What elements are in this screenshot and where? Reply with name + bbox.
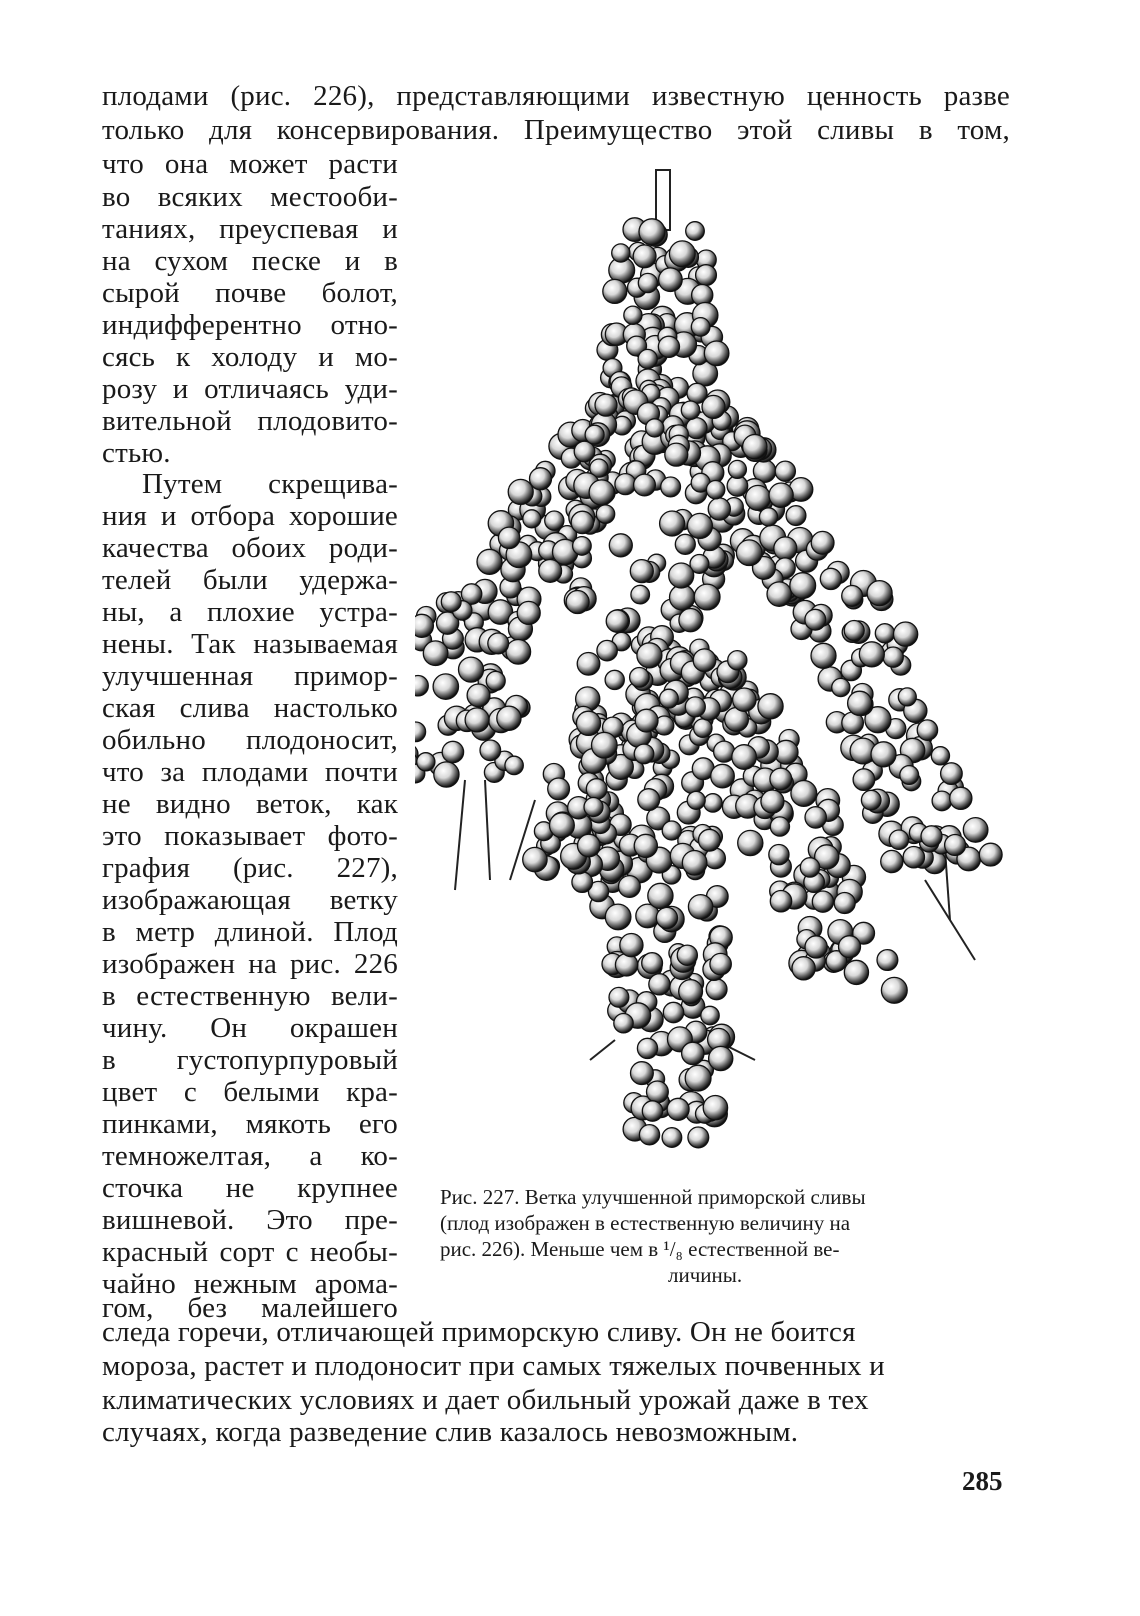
plum-fruit <box>642 953 663 974</box>
plum-fruit <box>688 895 712 919</box>
plum-fruit <box>861 790 881 810</box>
plum-fruit <box>637 643 662 668</box>
column-text-line: телей были удержа- <box>102 564 398 596</box>
plum-fruit <box>550 813 575 838</box>
plum-fruit <box>682 851 707 876</box>
plum-fruit <box>634 744 654 764</box>
plum-fruit <box>646 419 664 437</box>
plum-fruit <box>844 960 868 984</box>
plum-fruit <box>693 649 716 672</box>
plum-fruit <box>687 791 705 809</box>
plum-fruit <box>685 1065 711 1091</box>
plum-fruit <box>709 1046 733 1070</box>
plum-fruit <box>791 781 817 807</box>
plum-fruit <box>585 425 604 444</box>
column-text-line: сточка не крупнее <box>102 1172 398 1204</box>
plum-fruit <box>743 435 767 459</box>
column-text-line: ны, а плохие устра- <box>102 596 398 628</box>
plum-fruit <box>769 483 793 507</box>
plum-fruit <box>480 740 501 761</box>
plum-fruit <box>711 764 735 788</box>
plum-fruit <box>871 742 896 767</box>
plum-fruit <box>656 907 677 928</box>
column-text-line: в естественную вели- <box>102 980 398 1012</box>
plum-fruit <box>667 1098 689 1120</box>
column-text-line: во всяких местооби- <box>102 181 398 213</box>
plum-fruit <box>638 349 657 368</box>
column-text-line: Путем скрещива- <box>142 468 398 500</box>
plum-fruit <box>900 766 919 785</box>
plum-fruit <box>661 477 681 497</box>
plum-fruit <box>848 691 872 715</box>
plum-fruit <box>889 830 908 849</box>
plum-fruit <box>706 979 727 1000</box>
plum-fruit <box>415 614 433 637</box>
plum-fruit <box>681 401 699 419</box>
plum-fruit <box>638 789 660 811</box>
plum-fruit <box>497 706 521 730</box>
plum-fruit <box>682 1042 704 1064</box>
plum-fruit <box>759 508 777 526</box>
column-text-line: не видно веток, как <box>102 788 398 820</box>
plum-fruit <box>867 581 892 606</box>
plum-fruit <box>812 891 833 912</box>
plum-fruit <box>624 306 642 324</box>
plum-fruit <box>577 653 600 676</box>
figure-caption-line: личины. <box>668 1263 743 1287</box>
plum-fruit <box>702 395 725 418</box>
plum-fruit <box>467 684 490 707</box>
plum-fruit <box>573 537 592 556</box>
plum-fruit <box>517 601 540 624</box>
plum-fruit <box>769 845 789 865</box>
plum-fruit <box>423 641 448 666</box>
plum-fruit <box>859 642 884 667</box>
plum-fruit <box>637 1038 657 1058</box>
plum-fruit <box>775 461 795 481</box>
figure-caption-line: (плод изображен в естественную величину на <box>440 1211 851 1235</box>
plum-fruit <box>605 904 631 930</box>
plum-fruit <box>477 549 502 574</box>
plum-fruit <box>898 688 916 706</box>
plum-fruit <box>945 835 966 856</box>
plum-fruit <box>881 850 903 872</box>
plum-fruit <box>605 670 624 689</box>
column-text-line: красный сорт с необы- <box>102 1236 398 1268</box>
plum-fruit <box>875 624 894 643</box>
plum-fruit <box>441 592 461 612</box>
plum-fruit <box>758 694 783 719</box>
plum-fruit <box>612 244 630 262</box>
plum-fruit <box>917 720 937 740</box>
plum-fruit <box>805 807 826 828</box>
plum-fruit <box>634 834 657 857</box>
column-text-line: вишневой. Это пре- <box>102 1204 398 1236</box>
plum-fruit <box>732 745 757 770</box>
column-text-line: в густопурпуровый <box>102 1044 398 1076</box>
plum-fruit <box>669 241 695 267</box>
plum-fruit <box>894 622 918 646</box>
plum-fruit <box>704 794 722 812</box>
plum-fruit <box>619 876 641 898</box>
plum-fruit <box>903 847 924 868</box>
plum-fruit <box>733 688 756 711</box>
plum-fruit <box>603 279 627 303</box>
plum-fruit <box>811 531 834 554</box>
plum-fruit <box>686 222 705 241</box>
column-text-line: вительной плодовито- <box>102 405 398 437</box>
plum-fruit <box>746 485 771 510</box>
column-text-line: стью. <box>102 437 171 469</box>
plum-fruit <box>728 460 746 478</box>
plum-fruit <box>634 474 656 496</box>
column-text-line: ская слива настолько <box>102 692 398 724</box>
plum-fruit <box>701 1006 719 1024</box>
plum-fruit <box>596 505 614 523</box>
plum-fruit <box>586 779 607 800</box>
plum-fruit <box>417 753 435 771</box>
plum-fruit <box>921 826 942 847</box>
column-text-line: качества обоих роди- <box>102 532 398 564</box>
plum-fruit <box>686 418 707 439</box>
column-text-line: в метр длиной. Плод <box>102 916 398 948</box>
plum-fruit <box>635 709 658 732</box>
plum-fruit <box>805 936 827 958</box>
plum-fruit <box>677 945 697 965</box>
column-text-line: чину. Он окрашен <box>102 1012 398 1044</box>
body-text-line: только для консервирования. Преимущество этой сливы в том, <box>102 114 1010 146</box>
plum-fruit <box>761 790 784 813</box>
column-text-line: изображен на рис. 226 <box>102 948 398 980</box>
plum-fruit <box>941 763 963 785</box>
plum-fruit <box>696 265 717 286</box>
plum-fruit <box>792 957 815 980</box>
plum-fruit <box>578 834 601 857</box>
plum-fruit <box>548 778 570 800</box>
plum-fruit <box>662 1128 682 1148</box>
column-text-line: пинками, мякоть его <box>102 1108 398 1140</box>
column-text-line: изображающая ветку <box>102 884 398 916</box>
plum-fruit <box>589 480 614 505</box>
plum-fruit <box>465 708 489 732</box>
plum-fruit <box>679 609 702 632</box>
plum-fruit <box>663 1002 683 1022</box>
page-number: 285 <box>962 1466 1003 1496</box>
plum-fruit <box>620 934 643 957</box>
plum-fruit <box>687 513 712 538</box>
column-text-line: нены. Так называемая <box>102 628 398 660</box>
plum-fruit <box>508 479 533 504</box>
plum-fruit <box>609 534 632 557</box>
plum-fruit <box>595 394 617 416</box>
plum-fruit <box>442 741 463 762</box>
column-text-line: сырой почве болот, <box>102 277 398 309</box>
plum-fruit <box>658 336 679 357</box>
column-text-line: это показывает фото- <box>102 820 398 852</box>
plum-fruit <box>877 950 898 971</box>
plum-fruit <box>415 722 426 742</box>
plum-fruit <box>638 273 657 292</box>
plum-fruit <box>931 747 949 765</box>
plum-fruit <box>842 586 863 607</box>
figure-caption-line: рис. 226). Меньше чем в ¹/₈ естественной ве- <box>440 1237 840 1261</box>
plum-fruit <box>545 511 564 530</box>
plum-fruit <box>415 676 428 696</box>
plum-fruit <box>614 1014 633 1033</box>
column-text-line: индифферентно отно- <box>102 309 398 341</box>
column-text-line: гом, без малейшего <box>102 1292 398 1324</box>
plum-fruit <box>660 511 685 536</box>
column-text-line: что за плодами почти <box>102 756 398 788</box>
plum-fruit <box>694 584 720 610</box>
plum-fruit <box>728 651 747 670</box>
plum-fruit <box>433 674 458 699</box>
plum-fruit <box>530 468 552 490</box>
plum-fruit <box>839 936 861 958</box>
plum-fruit <box>615 474 636 495</box>
plum-fruit <box>685 697 705 717</box>
plum-fruit <box>820 568 841 589</box>
plum-fruit <box>790 573 816 599</box>
plum-fruit <box>710 953 731 974</box>
plum-fruit <box>675 534 695 554</box>
plum-fruit <box>539 560 562 583</box>
plum-fruit <box>691 318 710 337</box>
plum-fruit <box>630 668 650 688</box>
plum-fruit <box>694 719 712 737</box>
plum-fruit <box>669 563 694 588</box>
plum-fruit <box>853 769 875 791</box>
plum-fruit <box>770 817 789 836</box>
column-text-line: чайно нежным арома- <box>102 1268 398 1300</box>
column-text-line: обильно плодоносит, <box>102 724 398 756</box>
plum-fruit <box>950 787 972 809</box>
plum-fruit <box>459 657 484 682</box>
plum-fruit <box>506 640 531 665</box>
column-text-line: улучшенная примор- <box>102 660 398 692</box>
plum-fruit <box>597 640 617 660</box>
column-text-line: на сухом песке и в <box>102 245 398 277</box>
plum-fruit <box>572 872 593 893</box>
plum-fruit <box>805 609 826 630</box>
plum-fruit <box>486 671 505 690</box>
plum-fruit <box>963 818 988 843</box>
plum-fruit <box>708 498 730 520</box>
plum-fruit <box>979 843 1002 866</box>
plum-fruit <box>704 341 729 366</box>
plum-fruit <box>566 591 589 614</box>
plum-fruit <box>774 537 797 560</box>
plum-fruit <box>505 756 523 774</box>
plum-fruit <box>523 510 541 528</box>
plum-fruit <box>770 768 792 790</box>
plum-fruit <box>703 1096 727 1120</box>
column-text-line: сясь к холоду и мо- <box>102 341 398 373</box>
column-text-line: розу и отличаясь уди- <box>102 373 398 405</box>
plum-fruit <box>576 711 600 735</box>
plum-fruit <box>688 1127 709 1148</box>
plum-fruit <box>662 821 681 840</box>
plum-fruit <box>649 974 670 995</box>
plum-fruit <box>932 791 952 811</box>
plum-fruit <box>584 798 603 817</box>
plum-fruit <box>647 1081 669 1103</box>
plum-fruit <box>767 582 791 606</box>
plum-fruit <box>609 987 629 1007</box>
plum-fruit <box>631 1062 654 1085</box>
plum-fruit <box>834 893 855 914</box>
body-text-line: плодами (рис. 226), представляющими известную ценность разве <box>102 80 1010 112</box>
plum-fruit <box>660 689 679 708</box>
column-text-line: цвет с белыми кра- <box>102 1076 398 1108</box>
plum-fruit <box>488 633 509 654</box>
plum-fruit <box>639 1125 659 1145</box>
plum-branch-photo <box>415 160 1015 1180</box>
figure-caption-line: Рис. 227. Ветка улучшенной приморской сливы <box>440 1185 866 1209</box>
plum-fruit <box>639 219 665 245</box>
column-text-line: что она может расти <box>102 148 398 180</box>
plum-fruit <box>881 977 907 1003</box>
body-text-line: случаях, когда разведение слив казалось невозможным. <box>102 1416 799 1448</box>
plum-fruit <box>642 1101 662 1121</box>
body-text-line: климатических условиях и дает обильный урожай даже в тех <box>102 1384 869 1416</box>
plum-fruit <box>630 560 653 583</box>
plum-fruit <box>800 858 819 877</box>
body-text-line: следа горечи, отличающей приморскую сливу. Он не боится <box>102 1316 856 1348</box>
column-text-line: таниях, преуспевая и <box>102 213 398 245</box>
plum-fruit <box>844 621 864 641</box>
plum-fruit <box>786 506 806 526</box>
plum-fruit <box>679 980 703 1004</box>
plum-fruit <box>631 585 650 604</box>
plum-fruit <box>736 540 762 566</box>
plum-fruit <box>592 732 618 758</box>
plum-fruit <box>606 610 628 632</box>
plum-fruit <box>571 511 593 533</box>
plum-fruit <box>811 643 836 668</box>
plum-fruit <box>498 527 519 548</box>
plum-fruit <box>699 829 721 851</box>
plum-fruit <box>434 762 459 787</box>
body-text-line: мороза, растет и плодоносит при самых тяжелых почвенных и <box>102 1350 885 1382</box>
plum-fruit <box>648 883 673 908</box>
plum-fruit <box>633 245 656 268</box>
plum-fruit <box>659 268 683 292</box>
column-text-line: темножелтая, а ко- <box>102 1140 398 1172</box>
plum-cluster <box>415 218 1002 1148</box>
column-text-line: ния и отбора хорошие <box>102 500 398 532</box>
plum-fruit <box>832 678 850 696</box>
plum-fruit <box>883 647 903 667</box>
plum-fruit <box>738 830 763 855</box>
plum-fruit <box>665 443 688 466</box>
column-text-line: графия (рис. 227), <box>102 852 398 884</box>
plum-fruit <box>770 891 791 912</box>
plum-fruit <box>706 481 724 499</box>
